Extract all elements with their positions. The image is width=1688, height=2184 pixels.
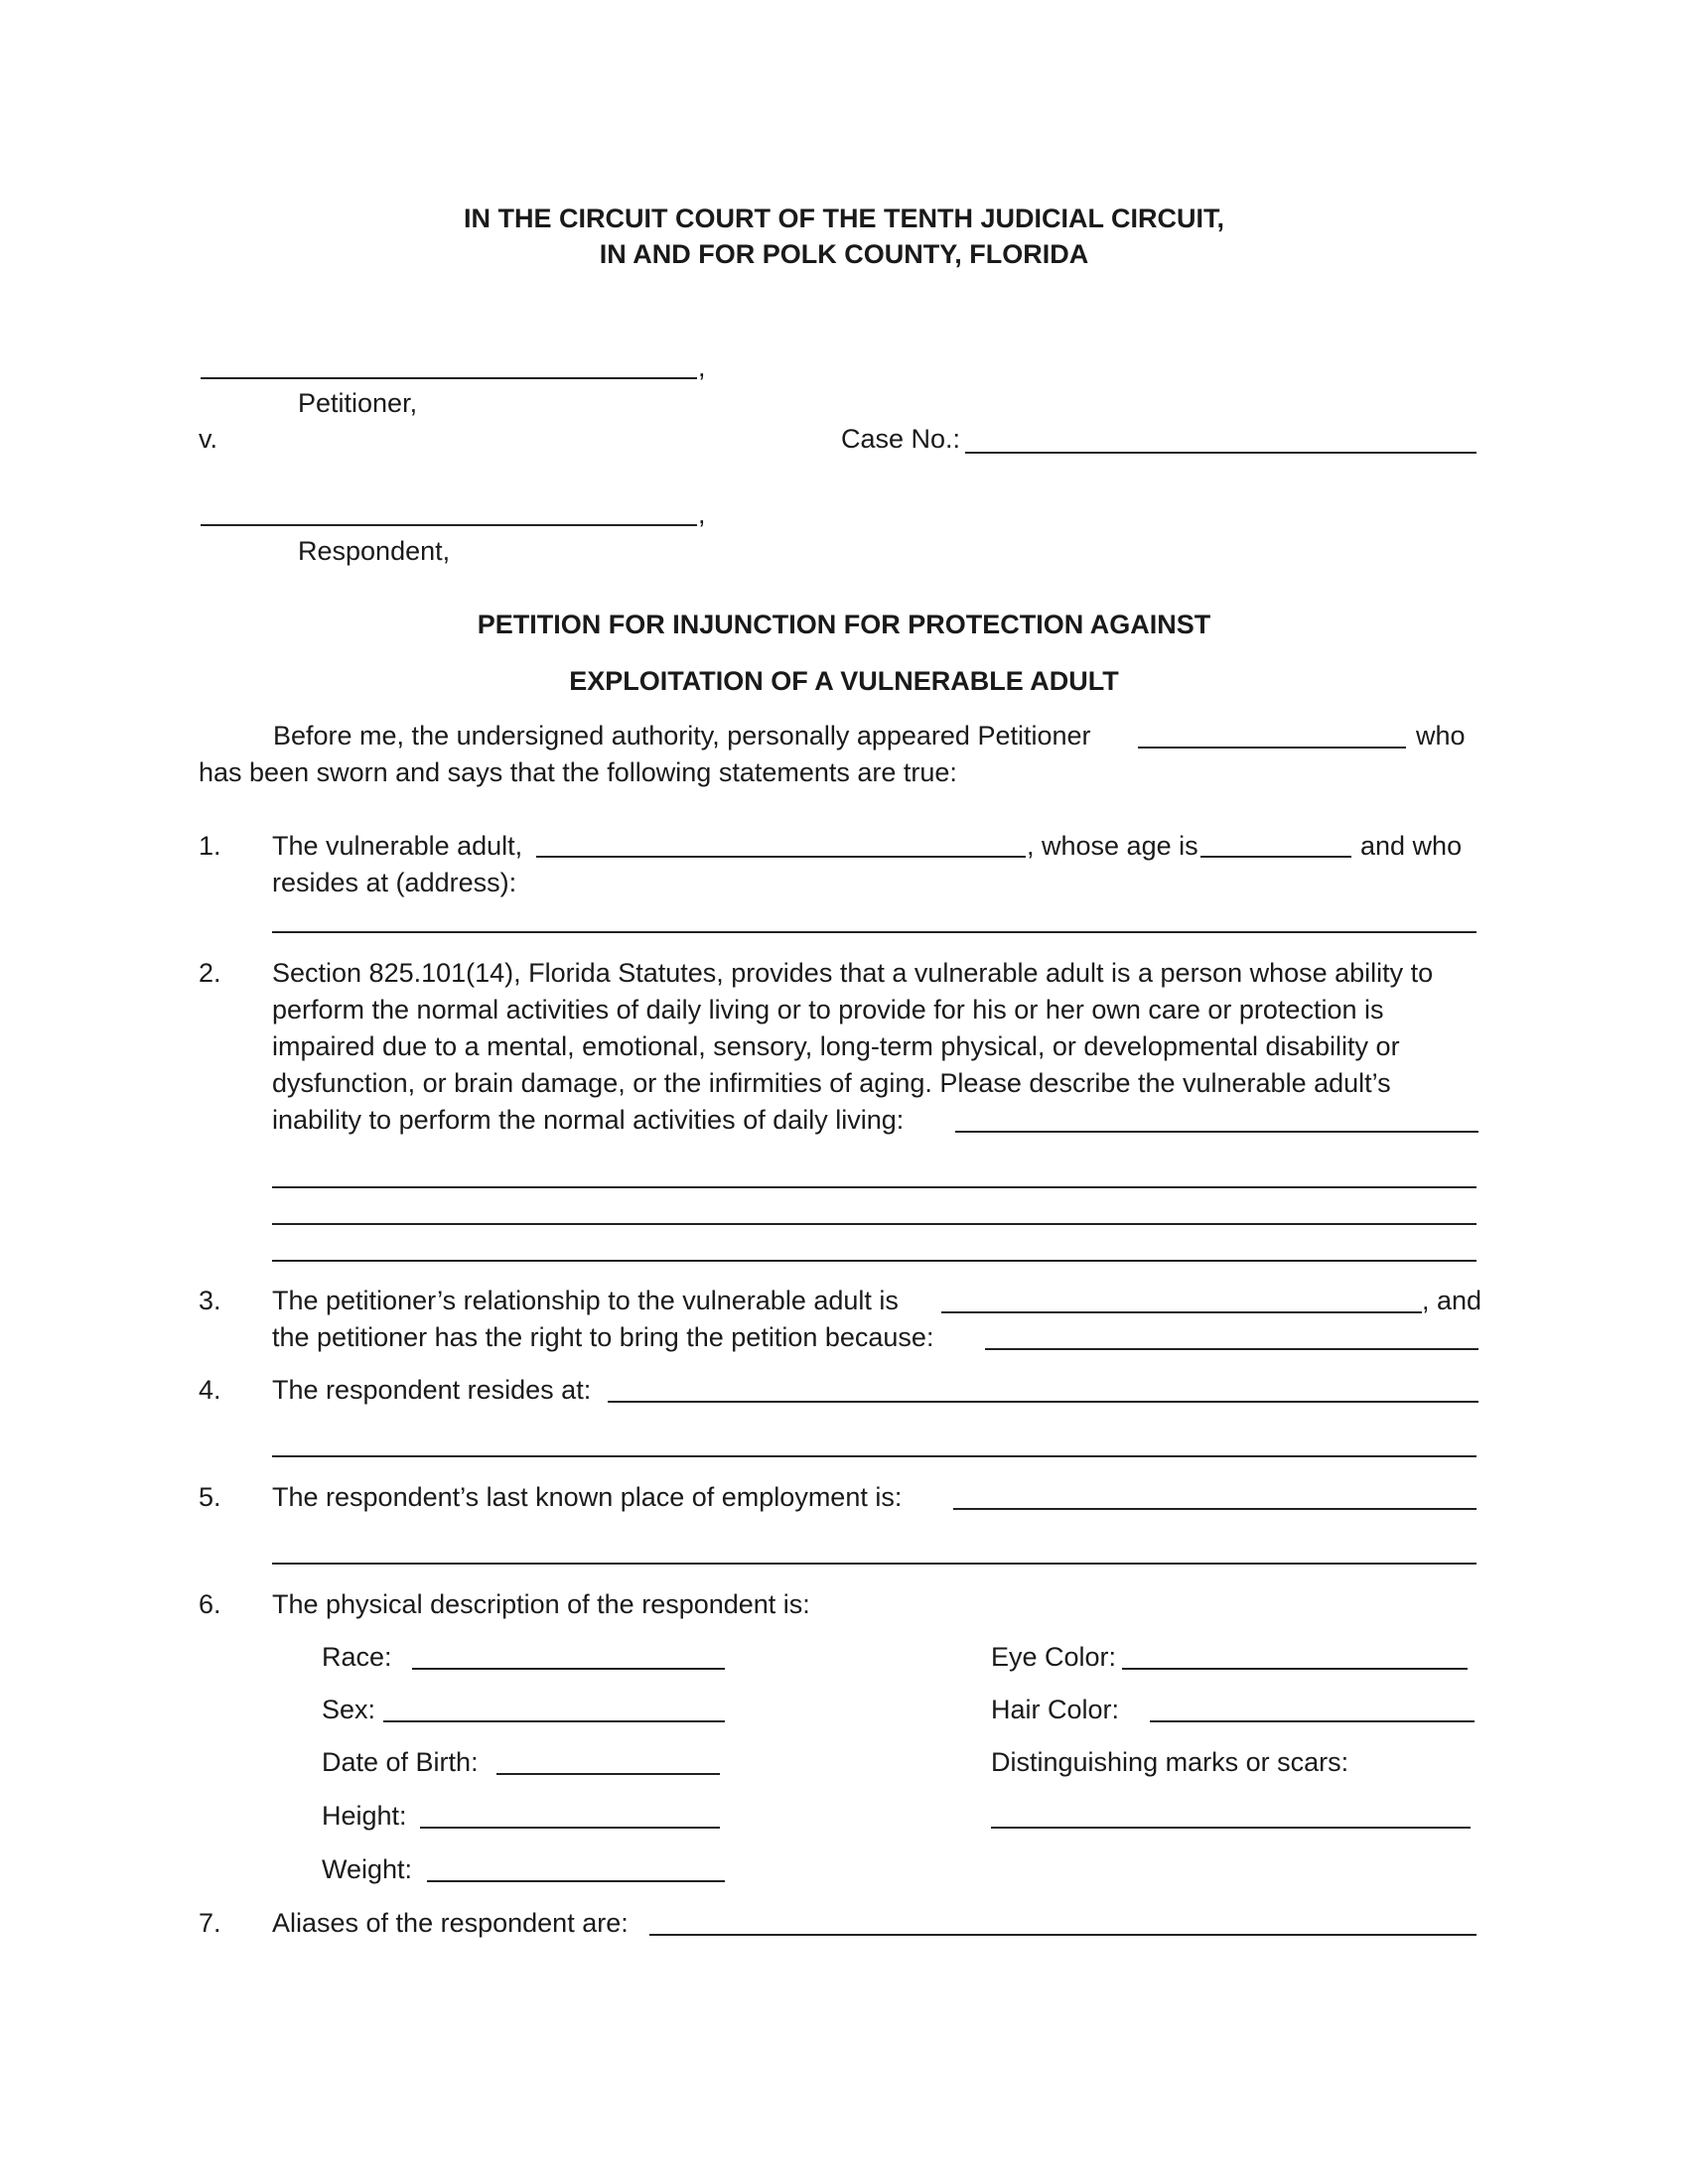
case-number-label: Case No.:: [841, 424, 961, 454]
daily-living-description-field-4[interactable]: [272, 1260, 1477, 1262]
petition-title-line-1: PETITION FOR INJUNCTION FOR PROTECTION AGAINST: [477, 610, 1211, 639]
employment-field-1[interactable]: [953, 1508, 1477, 1510]
respondent-comma: ,: [698, 499, 706, 529]
marks-scars-label: Distinguishing marks or scars:: [991, 1747, 1349, 1777]
item-2-line-5: inability to perform the normal activities of daily living:: [272, 1105, 905, 1135]
date-of-birth-field[interactable]: [496, 1773, 720, 1775]
item-3-number: 3.: [199, 1286, 221, 1315]
race-field[interactable]: [412, 1668, 725, 1670]
marks-scars-field[interactable]: [991, 1827, 1471, 1829]
item-7-number: 7.: [199, 1908, 221, 1938]
item-4-number: 4.: [199, 1375, 221, 1405]
item-2-line-2: perform the normal activities of daily living or to provide for his or her own care or protection is: [272, 995, 1384, 1024]
item-1-address-label: resides at (address):: [272, 868, 517, 897]
vulnerable-adult-age-field[interactable]: [1200, 856, 1351, 858]
relationship-field[interactable]: [941, 1311, 1422, 1313]
height-label: Height:: [322, 1801, 407, 1831]
versus-label: v.: [199, 424, 217, 454]
intro-text: Before me, the undersigned authority, personally appeared Petitioner: [273, 721, 1091, 751]
court-name-line-2: IN AND FOR POLK COUNTY, FLORIDA: [599, 239, 1089, 269]
weight-label: Weight:: [322, 1854, 413, 1884]
item-6-text: The physical description of the respondent is:: [272, 1589, 810, 1619]
respondent-address-field-1[interactable]: [608, 1401, 1478, 1403]
intro-who: who: [1416, 721, 1466, 751]
respondent-address-field-2[interactable]: [272, 1455, 1477, 1457]
respondent-name-field[interactable]: [201, 524, 697, 526]
vulnerable-adult-name-field[interactable]: [536, 856, 1026, 858]
daily-living-description-field-2[interactable]: [272, 1186, 1477, 1188]
item-1-text: The vulnerable adult,: [272, 831, 523, 861]
right-to-petition-field[interactable]: [985, 1348, 1478, 1350]
item-7-text: Aliases of the respondent are:: [272, 1908, 629, 1938]
item-2-line-3: impaired due to a mental, emotional, sensory, long-term physical, or developmental disability or: [272, 1031, 1400, 1061]
item-3-and: , and: [1422, 1286, 1482, 1315]
item-1-age-text: , whose age is: [1027, 831, 1198, 861]
daily-living-description-field-3[interactable]: [272, 1223, 1477, 1225]
hair-color-label: Hair Color:: [991, 1695, 1120, 1724]
item-1-and-who: and who: [1360, 831, 1463, 861]
eye-color-field[interactable]: [1122, 1668, 1468, 1670]
employment-field-2[interactable]: [272, 1563, 1477, 1565]
daily-living-description-field-1[interactable]: [955, 1131, 1478, 1133]
item-6-number: 6.: [199, 1589, 221, 1619]
height-field[interactable]: [420, 1827, 720, 1829]
petitioner-name-field[interactable]: [201, 377, 697, 379]
petition-title-line-2: EXPLOITATION OF A VULNERABLE ADULT: [569, 666, 1119, 696]
item-4-text: The respondent resides at:: [272, 1375, 592, 1405]
item-3-text: The petitioner’s relationship to the vulnerable adult is: [272, 1286, 899, 1315]
item-2-line-4: dysfunction, or brain damage, or the infirmities of aging. Please describe the vulnerable adult’s: [272, 1068, 1391, 1098]
hair-color-field[interactable]: [1150, 1720, 1475, 1722]
weight-field[interactable]: [427, 1880, 725, 1882]
court-name-line-1: IN THE CIRCUIT COURT OF THE TENTH JUDICIAL CIRCUIT,: [464, 204, 1224, 233]
item-5-number: 5.: [199, 1482, 221, 1512]
sex-field[interactable]: [383, 1720, 725, 1722]
date-of-birth-label: Date of Birth:: [322, 1747, 479, 1777]
intro-text-continued: has been sworn and says that the following statements are true:: [199, 757, 957, 787]
eye-color-label: Eye Color:: [991, 1642, 1117, 1672]
case-number-field[interactable]: [965, 452, 1477, 454]
item-2-line-1: Section 825.101(14), Florida Statutes, provides that a vulnerable adult is a person whose ability to: [272, 958, 1434, 988]
respondent-label: Respondent,: [298, 536, 451, 566]
item-1-number: 1.: [199, 831, 221, 861]
aliases-field[interactable]: [649, 1934, 1477, 1936]
intro-petitioner-field[interactable]: [1138, 747, 1406, 749]
item-5-text: The respondent’s last known place of employment is:: [272, 1482, 903, 1512]
vulnerable-adult-address-field[interactable]: [272, 931, 1477, 933]
petitioner-comma: ,: [698, 352, 706, 382]
petitioner-label: Petitioner,: [298, 388, 418, 418]
sex-label: Sex:: [322, 1695, 376, 1724]
race-label: Race:: [322, 1642, 392, 1672]
item-2-number: 2.: [199, 958, 221, 988]
item-3-right-text: the petitioner has the right to bring the petition because:: [272, 1322, 934, 1352]
